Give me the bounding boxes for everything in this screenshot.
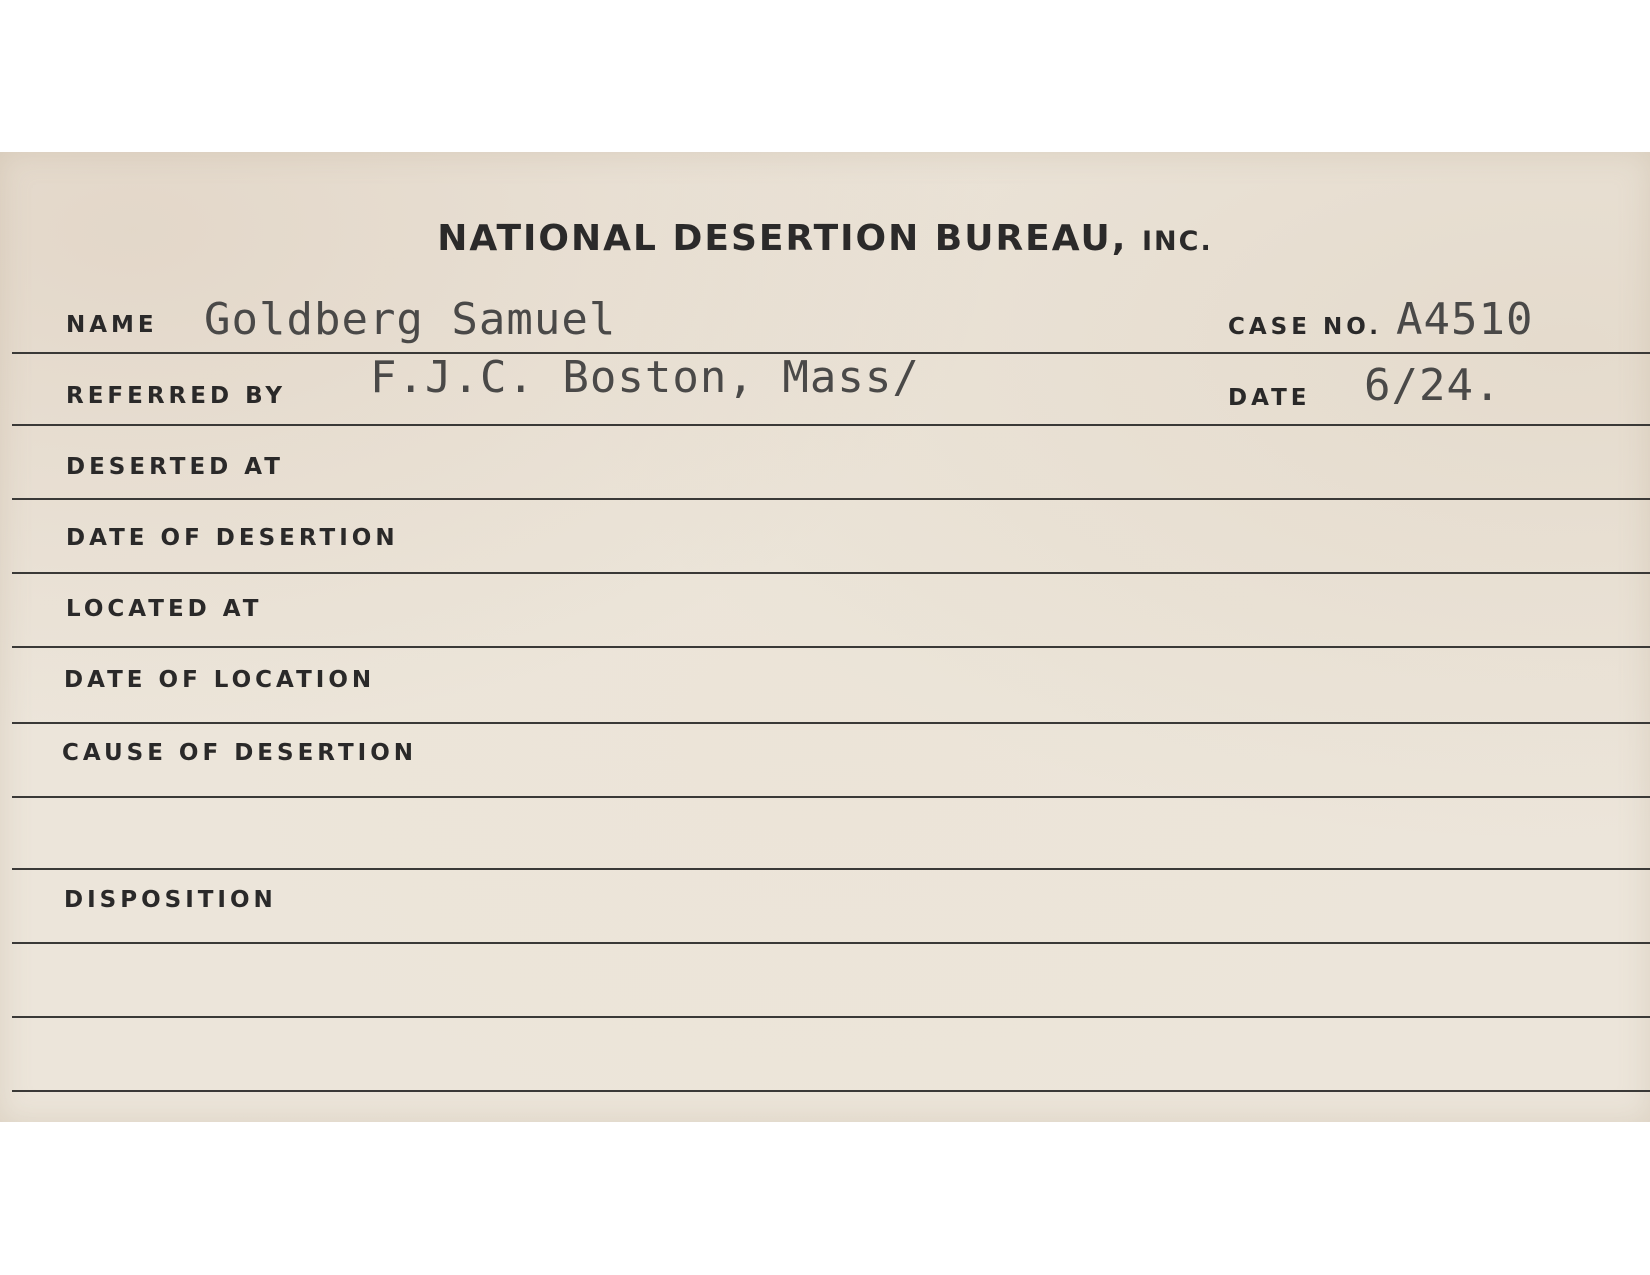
case-no-value: A4510 (1396, 294, 1534, 345)
cause-of-desertion-rule (12, 796, 1650, 798)
date-value: 6/24. (1364, 360, 1502, 411)
card-title (0, 218, 1650, 259)
disposition-rule (12, 942, 1650, 944)
date-of-desertion-rule (12, 572, 1650, 574)
located-at-label: LOCATED AT (66, 596, 263, 622)
referred-by-rule (12, 424, 1650, 426)
located-at-rule (12, 646, 1650, 648)
cause-of-desertion-label: CAUSE OF DESERTION (62, 740, 418, 766)
date-of-location-label: DATE OF LOCATION (64, 667, 376, 693)
date-of-location-rule (12, 722, 1650, 724)
referred-by-value: F.J.C. Boston, Mass/ (370, 352, 920, 403)
disposition-rule-3 (12, 1090, 1650, 1092)
name-label: NAME (66, 312, 158, 338)
name-value: Goldberg Samuel (204, 294, 617, 345)
date-of-desertion-label: DATE OF DESERTION (66, 525, 399, 551)
date-label: DATE (1228, 385, 1311, 411)
case-no-label: CASE NO. (1228, 314, 1382, 340)
index-card (0, 152, 1650, 1122)
deserted-at-rule (12, 498, 1650, 500)
referred-by-label: REFERRED BY (66, 383, 287, 409)
disposition-rule-2 (12, 1016, 1650, 1018)
disposition-label: DISPOSITION (64, 887, 277, 913)
deserted-at-label: DESERTED AT (66, 454, 284, 480)
card-title-main: NATIONAL DESERTION BUREAU, (437, 218, 1128, 259)
card-title-suffix: INC. (1142, 226, 1213, 257)
cause-of-desertion-rule-2 (12, 868, 1650, 870)
